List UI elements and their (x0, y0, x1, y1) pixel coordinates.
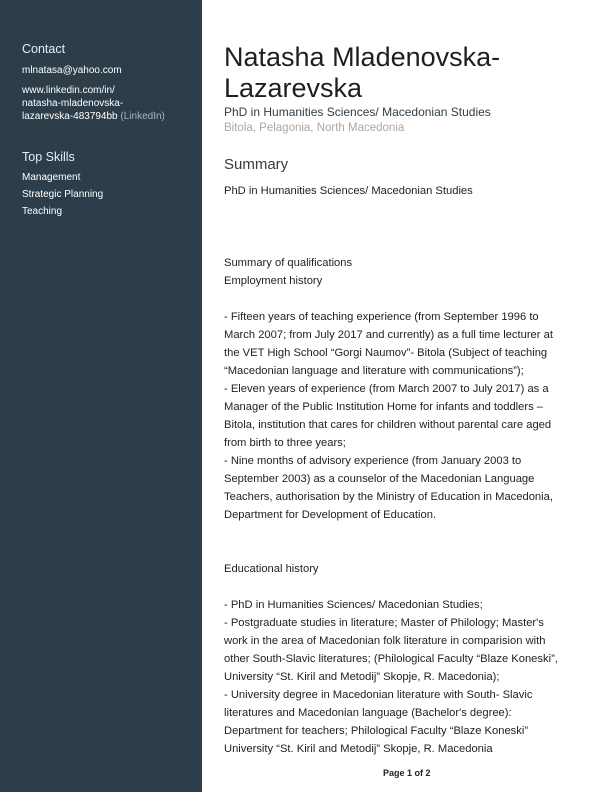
employment-line: - Fifteen years of teaching experience (from September 1996 to (224, 311, 539, 323)
profile-name-line: Lazarevska (224, 73, 363, 103)
education-line: Department for teachers; Philological Faculty “Blaze Koneski” (224, 725, 529, 737)
employment-line: the VET High School “Gorgi Naumov”- Bitola (Subject of teaching (224, 347, 548, 359)
employment-line: March 2007; from July 2017 and currently) as a full time lecturer at (224, 329, 553, 341)
skill-item: Management (22, 172, 81, 183)
education-line: literatures and Macedonian language (Bachelor's degree): (224, 707, 512, 719)
profile-name (224, 42, 588, 104)
employment-heading: Employment history (224, 275, 323, 287)
education-heading: Educational history (224, 563, 319, 575)
employment-line: Manager of the Public Institution Home for infants and toddlers – (224, 401, 544, 413)
employment-line: Department for Development of Education. (224, 509, 437, 521)
employment-line: - Eleven years of experience (from March 2007 to July 2017) as a (224, 383, 549, 395)
sidebar (0, 0, 202, 792)
linkedin-url-line[interactable]: www.linkedin.com/in/ (22, 85, 115, 96)
education-line: other South-Slavic literatures; (Philological Faculty “Blaze Koneski”, (224, 653, 558, 665)
skill-item: Strategic Planning (22, 189, 104, 200)
skill-item: Teaching (22, 206, 63, 217)
education-line: work in the area of Macedonian folk literature in comparision with (224, 635, 546, 647)
qualifications-heading: Summary of qualifications (224, 257, 353, 269)
education-line: University “St. Kiril and Metodij” Skopje, R. Macedonia (224, 743, 493, 755)
employment-history (224, 308, 582, 524)
contact-section (22, 42, 194, 123)
profile-name-line: Natasha Mladenovska- (224, 42, 501, 72)
education-line: University “St. Kiril and Metodij” Skopje, R. Macedonia); (224, 671, 500, 683)
summary-intro: PhD in Humanities Sciences/ Macedonian Studies (224, 185, 473, 197)
employment-line: September 2003) as a counselor of the Macedonian Language (224, 473, 535, 485)
education-history (224, 596, 582, 758)
skills-title: Top Skills (22, 150, 75, 164)
education-line: - University degree in Macedonian literature with South- Slavic (224, 689, 533, 701)
profile-headline: PhD in Humanities Sciences/ Macedonian Studies (224, 105, 491, 119)
linkedin-link[interactable] (22, 84, 194, 123)
summary-title: Summary (224, 156, 289, 173)
linkedin-url-line[interactable]: lazarevska-483794bb (22, 111, 118, 122)
employment-line: Teachers, authorisation by the Ministry of Education in Macedonia, (224, 491, 553, 503)
employment-line: from birth to three years; (224, 437, 346, 449)
employment-line: Bitola, institution that cares for children without parental care aged (224, 419, 552, 431)
linkedin-url-line[interactable]: natasha-mladenovska- (22, 98, 124, 109)
employment-line: - Nine months of advisory experience (from January 2003 to (224, 455, 522, 467)
linkedin-label: (LinkedIn) (120, 111, 165, 122)
skills-section (22, 150, 194, 218)
profile-location: Bitola, Pelagonia, North Macedonia (224, 122, 405, 134)
education-line: - Postgraduate studies in literature; Master of Philology; Master's (224, 617, 544, 629)
contact-title: Contact (22, 42, 66, 56)
email-link[interactable]: mlnatasa@yahoo.com (22, 65, 122, 76)
education-line: - PhD in Humanities Sciences/ Macedonian Studies; (224, 599, 483, 611)
page-number: Page 1 of 2 (383, 768, 431, 778)
employment-line: “Macedonian language and literature with communications”); (224, 365, 524, 377)
